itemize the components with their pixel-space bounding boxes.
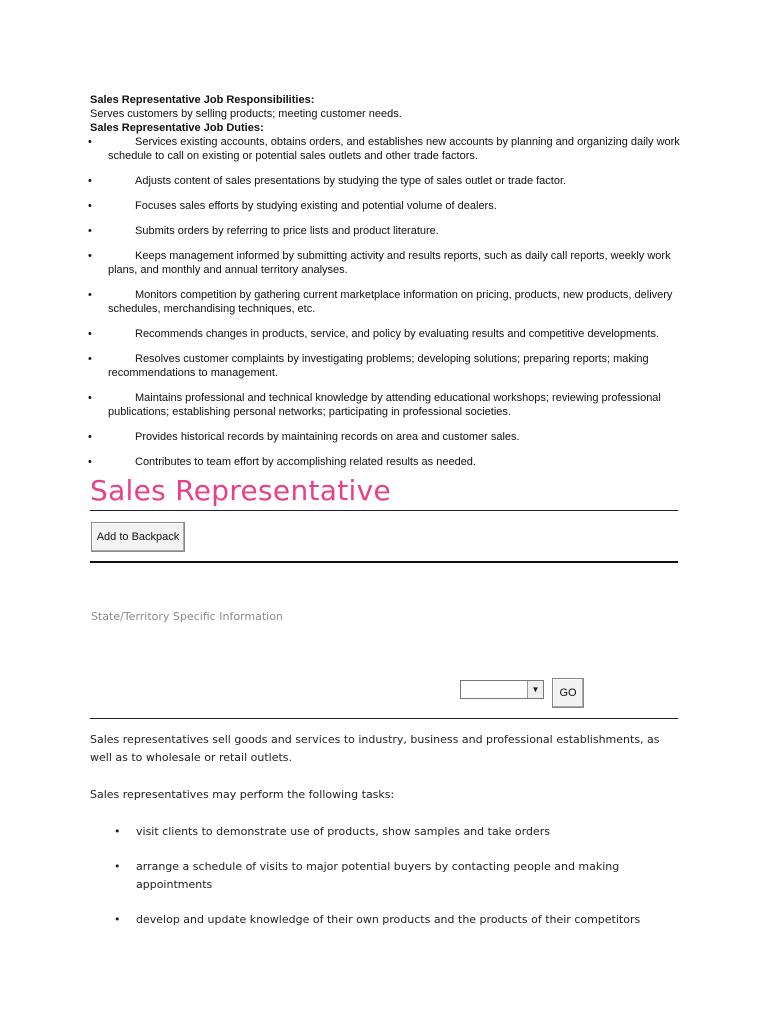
duty-item: • Resolves customer complaints by investigating problems; developing solutions; preparing reports; making recommendations to management. bbox=[88, 353, 649, 379]
responsibilities-text: Serves customers by selling products; meeting customer needs. bbox=[90, 108, 402, 120]
bullet-icon: • bbox=[88, 175, 92, 187]
intro-paragraph: Sales representatives sell goods and services to industry, business and professional establishments, as well as to wholesale or retail outlets. bbox=[90, 733, 660, 764]
duty-item: • Recommends changes in products, service, and policy by evaluating results and competitive developments. bbox=[88, 328, 659, 340]
form-divider bbox=[90, 718, 678, 719]
task-item: • visit clients to demonstrate use of products, show samples and take orders bbox=[90, 823, 680, 841]
bullet-icon: • bbox=[88, 431, 92, 443]
occupation-overview bbox=[90, 731, 680, 946]
duty-item: • Monitors competition by gathering current marketplace information on pricing, products, new products, delivery schedules, merchandising techniques, etc. bbox=[88, 289, 673, 315]
duties-list bbox=[90, 135, 690, 469]
duty-item: • Keeps management informed by submitting activity and results reports, such as daily call reports, weekly work plans, and monthly and annual territory analyses. bbox=[88, 250, 671, 276]
duty-item: • Submits orders by referring to price lists and product literature. bbox=[88, 225, 439, 237]
tasks-intro: Sales representatives may perform the following tasks: bbox=[90, 788, 395, 801]
bullet-icon: • bbox=[88, 456, 92, 468]
bullet-icon: • bbox=[88, 200, 92, 212]
bullet-icon: • bbox=[88, 250, 92, 262]
state-territory-label: State/Territory Specific Information bbox=[91, 610, 283, 623]
bullet-icon: • bbox=[88, 328, 92, 340]
duties-heading: Sales Representative Job Duties: bbox=[90, 122, 264, 134]
duty-item: • Provides historical records by maintaining records on area and customer sales. bbox=[88, 431, 520, 443]
duty-item: • Adjusts content of sales presentations by studying the type of sales outlet or trade factor. bbox=[88, 175, 567, 187]
bullet-icon: • bbox=[88, 353, 92, 365]
tasks-list bbox=[90, 823, 680, 929]
section-divider bbox=[90, 561, 678, 563]
job-description bbox=[90, 93, 690, 469]
duty-item: • Focuses sales efforts by studying existing and potential volume of dealers. bbox=[88, 200, 497, 212]
duty-item: • Contributes to team effort by accomplishing related results as needed. bbox=[88, 456, 476, 468]
bullet-icon: • bbox=[88, 289, 92, 301]
bullet-icon: • bbox=[88, 392, 92, 404]
bullet-icon: • bbox=[114, 913, 121, 926]
state-select[interactable] bbox=[460, 680, 544, 699]
task-item: • develop and update knowledge of their own products and the products of their competitors bbox=[90, 911, 680, 929]
title-divider bbox=[90, 510, 678, 511]
go-button[interactable]: GO bbox=[552, 678, 584, 708]
bullet-icon: • bbox=[88, 136, 92, 148]
add-to-backpack-button[interactable]: Add to Backpack bbox=[91, 522, 185, 552]
bullet-icon: • bbox=[114, 860, 121, 873]
bullet-icon: • bbox=[88, 225, 92, 237]
duty-item: • Services existing accounts, obtains orders, and establishes new accounts by planning and organizing daily work schedule to call on existing or potential sales outlets and other trade factors. bbox=[88, 136, 680, 162]
bullet-icon: • bbox=[114, 825, 121, 838]
page-title: Sales Representative bbox=[90, 474, 391, 507]
chevron-down-icon[interactable]: ▼ bbox=[527, 681, 543, 698]
duty-item: • Maintains professional and technical knowledge by attending educational workshops; reviewing professional publications; establishing personal networks; participating in professional societies. bbox=[88, 392, 661, 418]
task-item: • arrange a schedule of visits to major potential buyers by contacting people and making appointments bbox=[114, 860, 620, 891]
responsibilities-heading: Sales Representative Job Responsibilities: bbox=[90, 94, 315, 106]
